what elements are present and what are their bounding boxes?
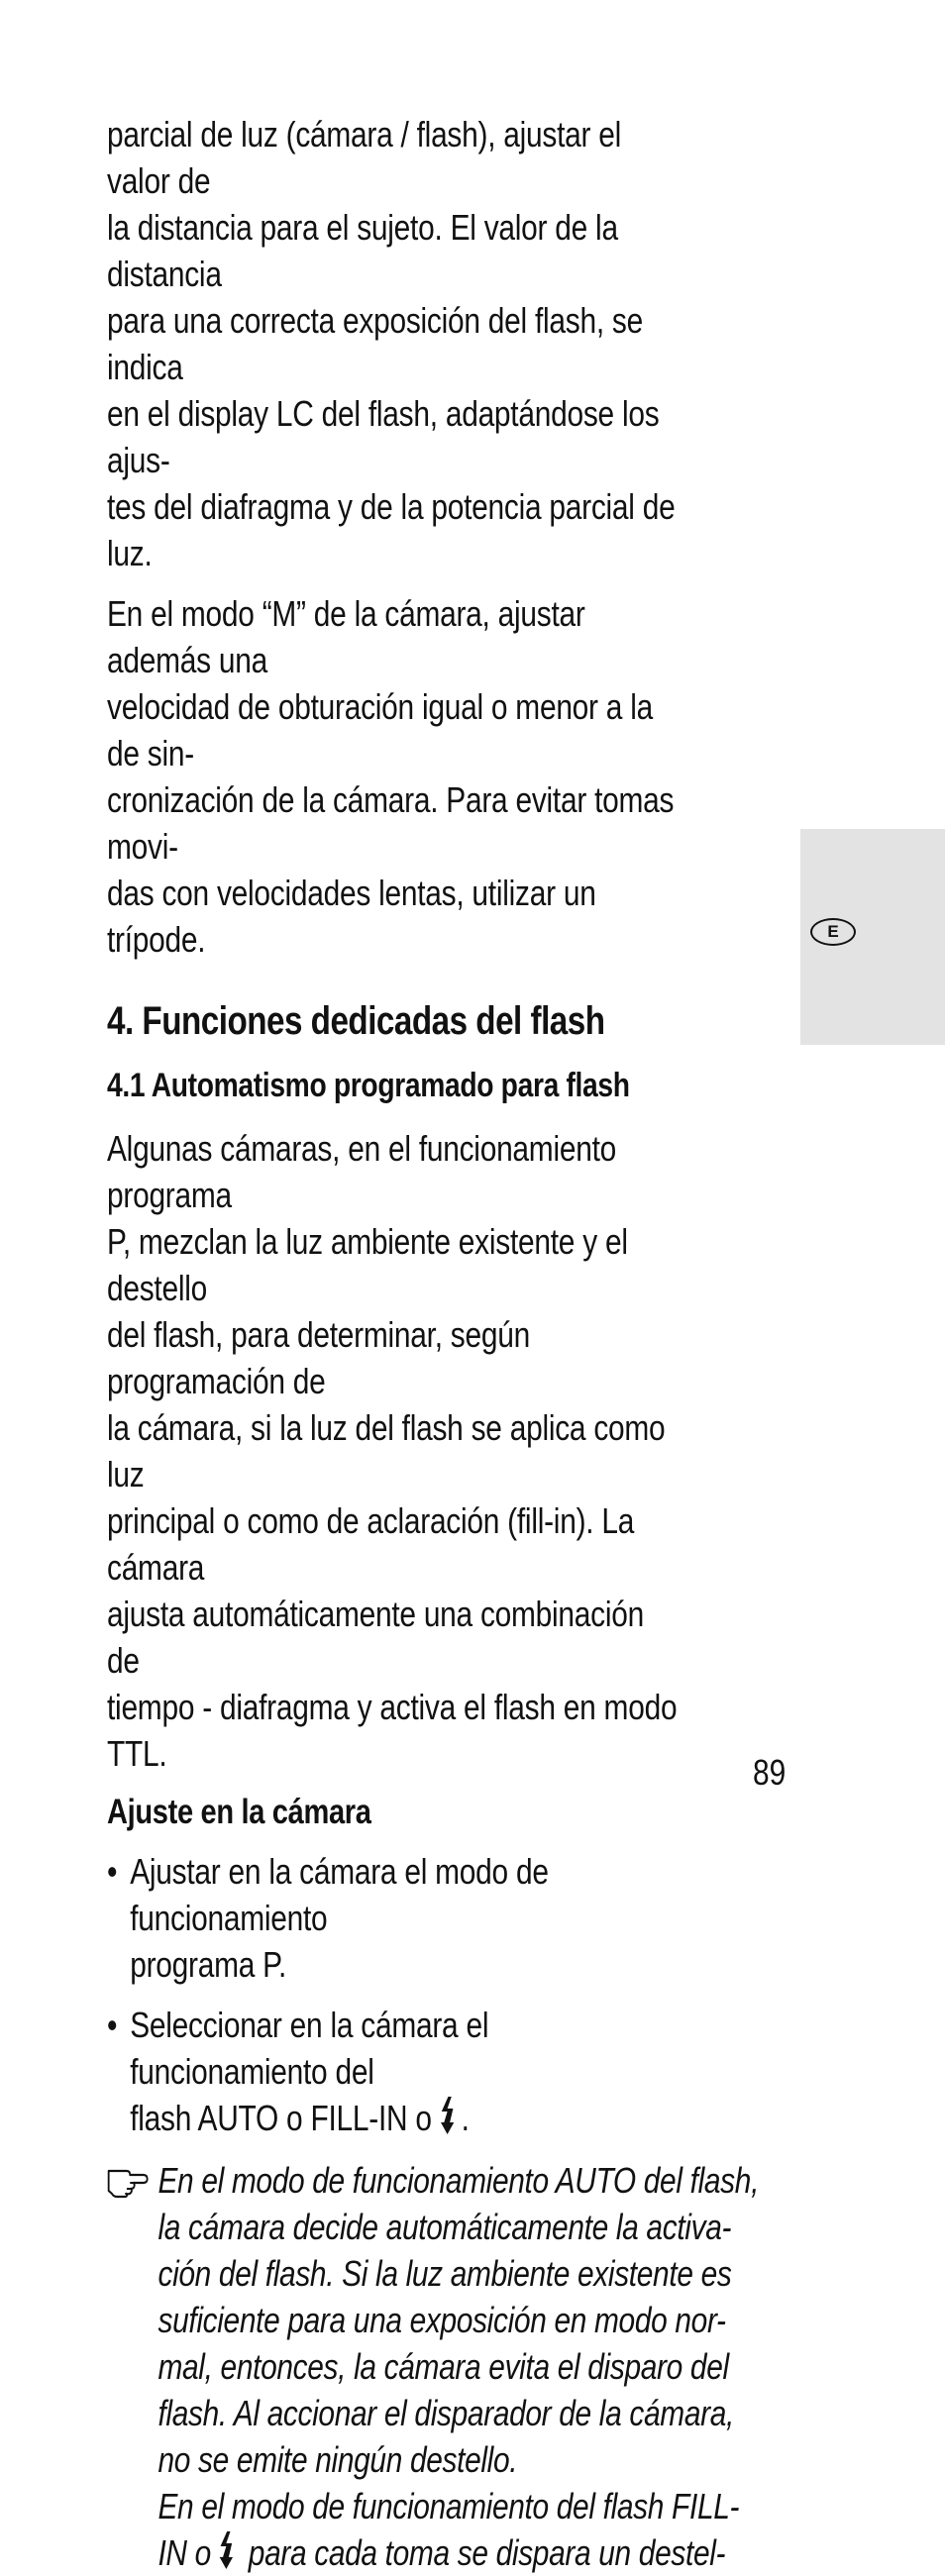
bullet-item-flash	[107, 2002, 682, 2141]
note-line: la cámara decide automáticamente la activa-	[158, 2207, 732, 2247]
note-line: no se emite ningún destello.	[158, 2439, 518, 2480]
intro-paragraph: parcial de luz (cámara / flash), ajustar el valor de la distancia para el sujeto. El valor de la distancia para una correcta exposición del flash, se indica en el display LC del flash, adaptándose los ajus- tes del diafragma y de la potencia parcial de luz.	[107, 114, 676, 573]
subsection-heading: 4.1 Automatismo programado para flash	[107, 1067, 630, 1104]
note-line: ción del flash. Si la luz ambiente existente es	[158, 2253, 732, 2294]
mode-m-paragraph: En el modo “M” de la cámara, ajustar además una velocidad de obturación igual o menor a la de sin- cronización de la cámara. Para evitar tomas movi- das con velocidades lentas, utilizar un trípode.	[107, 593, 675, 960]
flash-bolt-icon	[438, 2097, 456, 2134]
note-text: para cada toma se dispara un destel-	[240, 2532, 726, 2573]
program-paragraph: Algunas cámaras, en el funcionamiento programa P, mezclan la luz ambiente existente y el destello del flash, para determinar, según programación de la cámara, si la luz del flash se aplica como luz principal o como de aclaración (fill-in). La cámara ajusta automáticamente una combinación de tiempo - diafragma y activa el flash en modo TTL.	[107, 1128, 678, 1774]
note-line: suficiente para una exposición en modo nor-	[158, 2300, 726, 2340]
note-line: mal, entonces, la cámara evita el disparo del	[158, 2346, 729, 2387]
note-line: En el modo de funcionamiento AUTO del flash,	[158, 2160, 760, 2201]
note-block	[107, 2157, 760, 2576]
bullet-text-end: .	[461, 2098, 470, 2138]
pointing-hand-icon	[107, 2161, 150, 2199]
page-number: 89	[753, 1752, 787, 1793]
section-heading: 4. Funciones dedicadas del flash	[107, 999, 605, 1043]
manual-page	[107, 111, 760, 2576]
note-line: En el modo de funcionamiento del flash FILL-	[158, 2486, 740, 2526]
bullet-dot: •	[107, 1851, 118, 1892]
bullet-item-mode	[107, 1848, 682, 1988]
setup-heading: Ajuste en la cámara	[107, 1793, 371, 1831]
bullet-text: Ajustar en la cámara el modo de funcionamiento programa P.	[130, 1851, 549, 1985]
bullet-text: Seleccionar en la cámara el funcionamiento del flash AUTO o FILL-IN o	[130, 2005, 489, 2138]
bullet-dot: •	[107, 2005, 118, 2045]
note-line-last	[158, 2529, 726, 2576]
note-text: IN o	[158, 2532, 211, 2573]
flash-bolt-icon	[218, 2531, 236, 2569]
language-badge: E	[810, 918, 856, 946]
note-line: flash. Al accionar el disparador de la cámara,	[158, 2393, 734, 2433]
